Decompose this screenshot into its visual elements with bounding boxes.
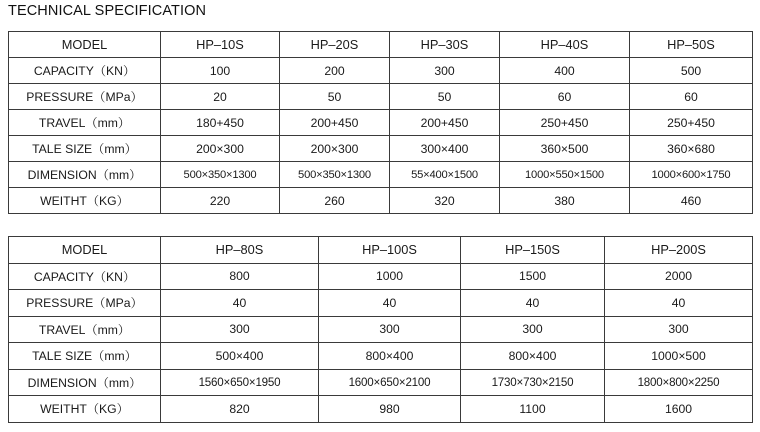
table-cell: 300: [161, 316, 319, 343]
column-header: HP–30S: [390, 32, 500, 58]
column-header: HP–50S: [630, 32, 753, 58]
table-row: [9, 110, 753, 136]
table-cell: 2000: [605, 263, 753, 290]
table-row: [9, 58, 753, 84]
column-header: HP–100S: [319, 237, 461, 264]
table-cell: 40: [461, 290, 605, 317]
spec-table-hp-10s-to-50s: [8, 31, 753, 214]
table-cell: 180+450: [161, 110, 280, 136]
table-cell: 360×680: [630, 136, 753, 162]
table-row: [9, 316, 753, 343]
table-cell: 1100: [461, 396, 605, 423]
table-cell: 50: [390, 84, 500, 110]
table-cell: 220: [161, 188, 280, 214]
table-cell: 40: [161, 290, 319, 317]
row-label: PRESSURE（MPa）: [9, 290, 161, 317]
table-header-row: [9, 237, 753, 264]
column-header-model: MODEL: [9, 32, 161, 58]
table-cell: 500×350×1300: [161, 162, 280, 188]
spec-table-hp-80s-to-200s: [8, 236, 753, 423]
table-row: [9, 396, 753, 423]
table-row: [9, 136, 753, 162]
table-row: [9, 188, 753, 214]
table-header-row: [9, 32, 753, 58]
table-cell: 260: [280, 188, 390, 214]
table-cell: 250+450: [500, 110, 630, 136]
table-cell: 460: [630, 188, 753, 214]
table-cell: 1730×730×2150: [461, 369, 605, 396]
table-cell: 300: [461, 316, 605, 343]
row-label: DIMENSION（mm）: [9, 162, 161, 188]
table-cell: 800×400: [461, 343, 605, 370]
table-cell: 100: [161, 58, 280, 84]
table-cell: 300: [319, 316, 461, 343]
column-header: HP–40S: [500, 32, 630, 58]
column-header: HP–150S: [461, 237, 605, 264]
table-cell: 200+450: [280, 110, 390, 136]
table-cell: 380: [500, 188, 630, 214]
table-cell: 60: [500, 84, 630, 110]
table-cell: 400: [500, 58, 630, 84]
table-cell: 300: [605, 316, 753, 343]
table-cell: 200×300: [280, 136, 390, 162]
column-header: HP–80S: [161, 237, 319, 264]
table-cell: 1600×650×2100: [319, 369, 461, 396]
table-cell: 500: [630, 58, 753, 84]
row-label: CAPACITY（KN）: [9, 263, 161, 290]
table-cell: 360×500: [500, 136, 630, 162]
row-label: TRAVEL（mm）: [9, 316, 161, 343]
table-cell: 1000: [319, 263, 461, 290]
row-label: TRAVEL（mm）: [9, 110, 161, 136]
table-row: [9, 162, 753, 188]
table-row: [9, 343, 753, 370]
table-row: [9, 84, 753, 110]
table-row: [9, 369, 753, 396]
table-cell: 500×400: [161, 343, 319, 370]
table-cell: 40: [319, 290, 461, 317]
row-label: WEITHT（KG）: [9, 396, 161, 423]
table-cell: 60: [630, 84, 753, 110]
table-cell: 20: [161, 84, 280, 110]
table-cell: 50: [280, 84, 390, 110]
row-label: DIMENSION（mm）: [9, 369, 161, 396]
table-cell: 800×400: [319, 343, 461, 370]
table-cell: 300: [390, 58, 500, 84]
table-cell: 40: [605, 290, 753, 317]
table-cell: 980: [319, 396, 461, 423]
row-label: PRESSURE（MPa）: [9, 84, 161, 110]
table-cell: 500×350×1300: [280, 162, 390, 188]
row-label: CAPACITY（KN）: [9, 58, 161, 84]
table-cell: 1000×500: [605, 343, 753, 370]
column-header: HP–10S: [161, 32, 280, 58]
row-label: TALE SIZE（mm）: [9, 136, 161, 162]
table-cell: 200×300: [161, 136, 280, 162]
page-title: TECHNICAL SPECIFICATION: [8, 3, 207, 19]
table-cell: 200: [280, 58, 390, 84]
table-cell: 200+450: [390, 110, 500, 136]
table-cell: 1000×600×1750: [630, 162, 753, 188]
table-cell: 800: [161, 263, 319, 290]
table-cell: 820: [161, 396, 319, 423]
table-cell: 1560×650×1950: [161, 369, 319, 396]
table-cell: 1800×800×2250: [605, 369, 753, 396]
table-row: [9, 263, 753, 290]
table-cell: 320: [390, 188, 500, 214]
row-label: TALE SIZE（mm）: [9, 343, 161, 370]
table-cell: 300×400: [390, 136, 500, 162]
column-header: HP–20S: [280, 32, 390, 58]
table-cell: 55×400×1500: [390, 162, 500, 188]
column-header-model: MODEL: [9, 237, 161, 264]
table-cell: 250+450: [630, 110, 753, 136]
table-cell: 1500: [461, 263, 605, 290]
row-label: WEITHT（KG）: [9, 188, 161, 214]
table-cell: 1600: [605, 396, 753, 423]
table-row: [9, 290, 753, 317]
table-cell: 1000×550×1500: [500, 162, 630, 188]
column-header: HP–200S: [605, 237, 753, 264]
